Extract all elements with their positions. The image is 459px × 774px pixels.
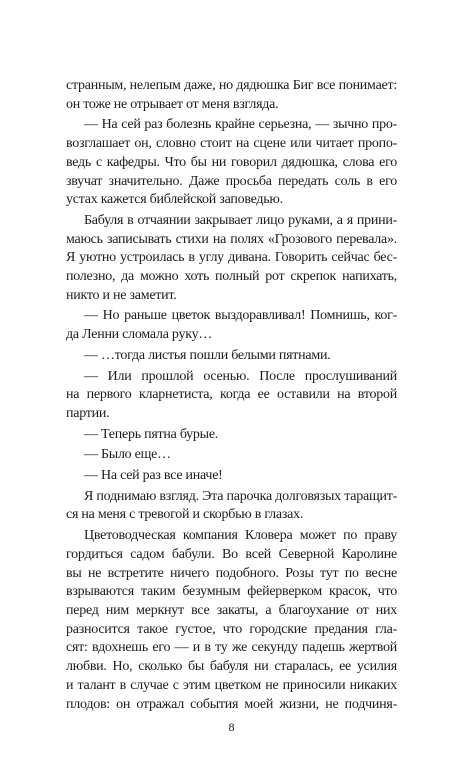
text-line: маюсь записывать стихи на полях «Грозового перевала». — [66, 231, 397, 247]
paragraph — [66, 77, 397, 114]
paragraph — [66, 488, 397, 525]
text-line: гордиться садом бабули. Во всей Северной Каролине — [66, 546, 397, 562]
text-line: сят: вдохнешь его — и в ту же секунду падешь жертвой — [66, 640, 397, 656]
text-line: взрываются таким безумным фейерверком красок, что — [66, 584, 397, 600]
text-line: он тоже не отрывает от меня взгляда. — [66, 96, 279, 112]
page-number: 8 — [228, 720, 235, 734]
text-line: да Ленни сломала руку… — [66, 327, 213, 343]
text-line: Я уютно устроилась в углу дивана. Говорить сейчас бес- — [66, 250, 397, 266]
paragraph — [66, 347, 397, 366]
paragraph — [66, 467, 397, 486]
text-line: звучат значительно. Даже просьба передать соль в его — [66, 173, 397, 189]
text-line: на первого кларнетиста, когда ее оставили на второй — [66, 387, 397, 403]
text-line: возглашает он, словно стоит на сцене или читает пропо- — [66, 136, 397, 152]
text-line: — На сей раз все иначе! — [84, 468, 223, 484]
text-line: Цветоводческая компания Кловера может по праву — [84, 528, 397, 544]
text-line: ведь с кафедры. Что бы ни говорил дядюшка, слова его — [66, 154, 397, 170]
text-line: Я поднимаю взгляд. Эта парочка долговязых таращит- — [84, 488, 397, 504]
paragraph — [66, 426, 397, 445]
paragraph — [66, 368, 397, 424]
text-line: — Было еще… — [84, 447, 171, 463]
text-line: вы не встретите ничего подобного. Розы тут по весне — [66, 565, 397, 581]
paragraph — [66, 212, 397, 306]
text-line: разносится такое густое, что городские предания гла- — [66, 621, 397, 637]
text-line: Бабуля в отчаянии закрывает лицо руками, а я прини- — [84, 212, 397, 228]
paragraph — [66, 307, 397, 344]
paragraph — [66, 527, 397, 714]
text-line: полезно, да можно хоть полный рот скрепок напихать, — [66, 269, 397, 285]
text-line: любви. Но, сколько бы бабуля ни старалась, ее усилия — [66, 659, 397, 675]
paragraph — [66, 116, 397, 210]
body-text — [66, 77, 397, 714]
text-line: — Но раньше цветок выздоравливал! Помнишь, ког- — [84, 308, 397, 324]
text-line: — На сей раз болезнь крайне серьезна, — зычно про- — [84, 117, 397, 133]
text-line: ся на меня с тревогой и скорбью в глазах. — [66, 507, 304, 523]
text-line: устах кажется библейской заповедью. — [66, 192, 283, 208]
paragraph — [66, 446, 397, 465]
text-line: плодов: он отражал события моей жизни, не подчиня- — [66, 696, 397, 712]
text-line: странным, нелепым даже, но дядюшка Биг все понимает: — [66, 78, 397, 93]
text-line: — …тогда листья пошли белыми пятнами. — [84, 347, 331, 363]
text-line: — Теперь пятна бурые. — [84, 426, 219, 442]
text-line: и талант в случае с этим цветком не приносили никаких — [66, 677, 397, 693]
text-line: партии. — [66, 405, 110, 421]
text-line: — Или прошлой осенью. После прослушиваний — [84, 368, 397, 384]
text-line: никто и не заметит. — [66, 287, 177, 303]
text-line: перед ним меркнут все закаты, а благоухание от них — [66, 602, 397, 618]
